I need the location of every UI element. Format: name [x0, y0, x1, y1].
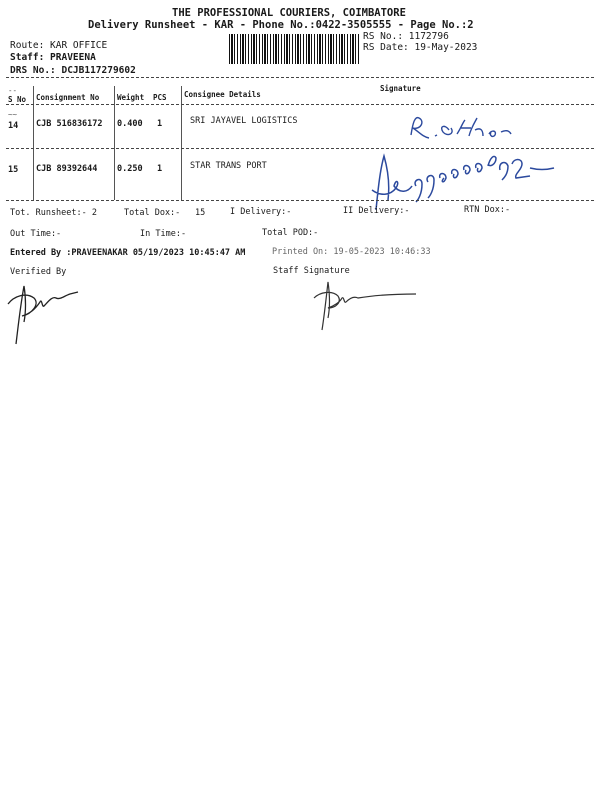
row-weight: 0.400	[117, 119, 143, 129]
out-time-label: Out Time:-	[10, 229, 62, 239]
i-delivery-label: I Delivery:-	[230, 207, 292, 217]
column-header-sno: S No	[8, 95, 27, 104]
company-name: THE PROFESSIONAL COURIERS, COIMBATORE	[172, 7, 406, 19]
column-header-consignee: Consignee Details	[184, 90, 261, 99]
row-sno: 14	[8, 121, 19, 131]
rs-number: RS No.: 1172796	[363, 31, 449, 42]
barcode	[229, 34, 359, 64]
verified-by-label: Verified By	[10, 267, 67, 277]
staff-signature-label: Staff Signature	[273, 266, 350, 276]
row-pcs: 1	[157, 119, 163, 129]
drs-number: DRS No.: DCJB117279602	[10, 65, 136, 76]
row-weight: 0.250	[117, 164, 143, 174]
row-consignee: STAR TRANS PORT	[190, 161, 267, 171]
row-consignment: CJB 516836172	[36, 119, 103, 129]
rtn-dox-label: RTN Dox:-	[464, 205, 511, 215]
staff-signature	[312, 278, 422, 333]
column-header-signature: Signature	[380, 84, 421, 93]
verifier-signature	[4, 278, 84, 348]
row-sno: 15	[8, 165, 19, 175]
in-time-label: In Time:-	[140, 229, 187, 239]
total-dox-value: 15	[195, 208, 206, 218]
row-consignment: CJB 89392644	[36, 164, 98, 174]
column-header-pcs: PCS	[153, 93, 167, 102]
rs-date: RS Date: 19-May-2023	[363, 42, 478, 53]
entered-by: Entered By :PRAVEENAKAR 05/19/2023 10:45:47 AM	[10, 248, 246, 258]
total-dox-label: Total Dox:-	[124, 208, 181, 218]
route-label: Route: KAR OFFICE	[10, 40, 108, 51]
receiver-signature-1	[405, 110, 525, 145]
divider	[6, 77, 594, 78]
staff-label: Staff: PRAVEENA	[10, 52, 96, 63]
column-header-weight: Weight	[117, 93, 145, 102]
column-header-consignment: Consignment No	[36, 93, 100, 102]
runsheet-subtitle: Delivery Runsheet - KAR - Phone No.:0422-3505555 - Page No.:2	[88, 19, 474, 31]
total-runsheet: Tot. Runsheet:- 2	[10, 208, 97, 218]
ii-delivery-label: II Delivery:-	[343, 206, 410, 216]
total-pod-label: Total POD:-	[262, 228, 319, 238]
row-consignee: SRI JAYAVEL LOGISTICS	[190, 116, 298, 126]
row-pcs: 1	[157, 164, 163, 174]
printed-on: Printed On: 19-05-2023 10:46:33	[272, 247, 431, 257]
